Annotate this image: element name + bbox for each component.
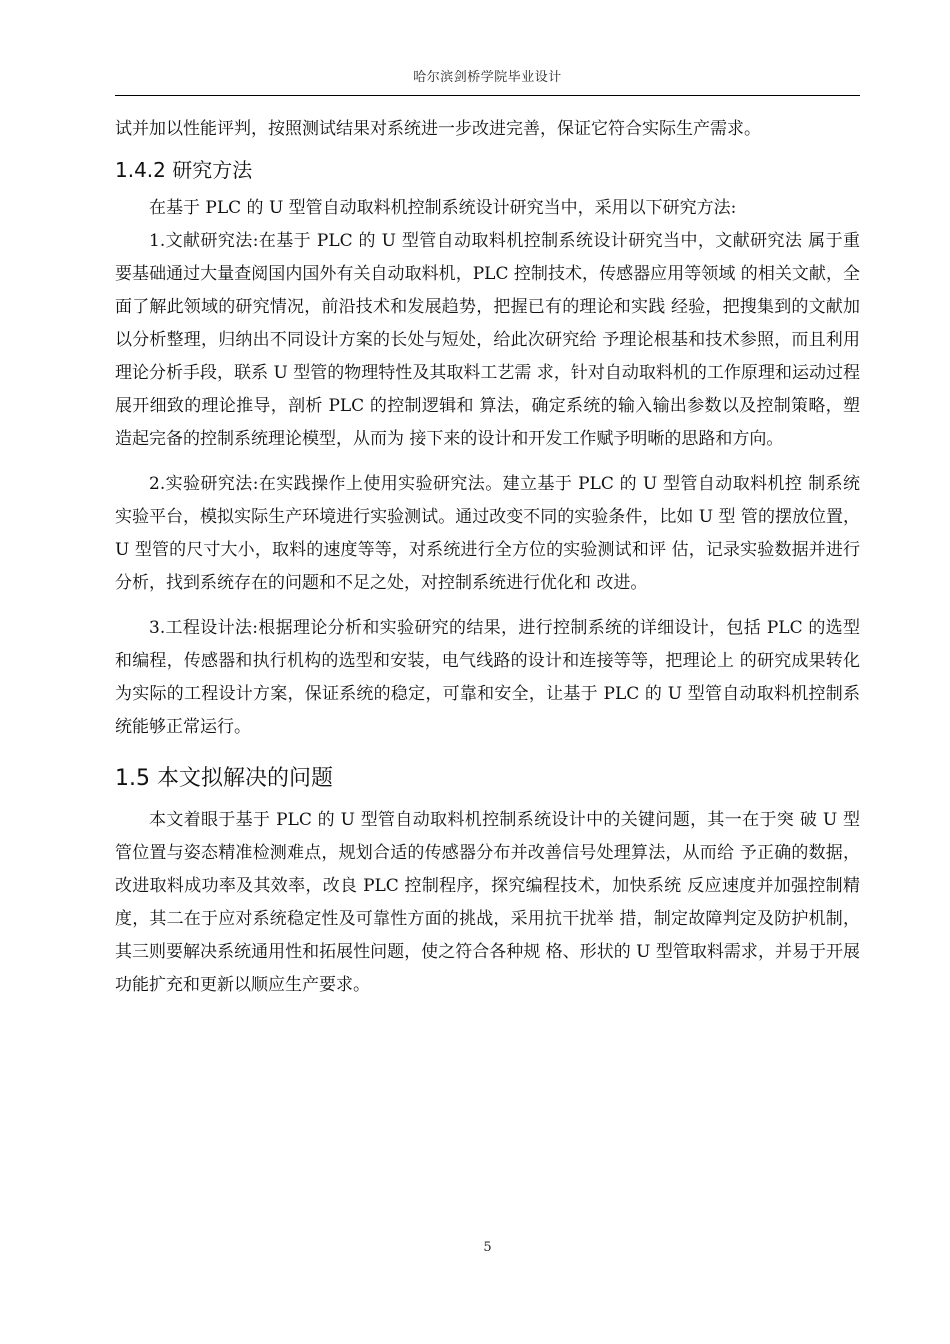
page-header: 哈尔滨剑桥学院毕业设计: [413, 70, 562, 85]
method-literature-research: 1.文献研究法:在基于 PLC 的 U 型管自动取料机控制系统设计研究当中，文献研究法 属于重要基础通过大量查阅国内国外有关自动取料机，PLC 控制技术，传感器应用等领域 的相关文献，全面了解此领域的研究情况，前沿技术和发展趋势，把握已有的理论和实践 经验，把搜集到的文献加以分析整理，归纳出不同设计方案的长处与短处，给此次研究给 予理论根基和技术参照，而且利用理论分析手段，联系 U 型管的物理特性及其取料工艺需 求，针对自动取料机的工作原理和运动过程展开细致的理论推导，剖析 PLC 的控制逻辑和 算法，确定系统的输入输出参数以及控制策略，塑造起完备的控制系统理论模型，从而为 接下来的设计和开发工作赋予明晰的思路和方向。: [115, 231, 860, 449]
method-engineering-design: 3.工程设计法:根据理论分析和实验研究的结果，进行控制系统的详细设计，包括 PLC 的选型和编程，传感器和执行机构的选型和安装，电气线路的设计和连接等等，把理论上 的研究成果转化为实际的工程设计方案，保证系统的稳定，可靠和安全，让基于 PLC 的 U 型管自动取料机控制系统能够正常运行。: [115, 618, 860, 737]
methods-intro: 在基于 PLC 的 U 型管自动取料机控制系统设计研究当中，采用以下研究方法:: [149, 198, 737, 218]
continued-paragraph: 试并加以性能评判，按照测试结果对系统进一步改进完善，保证它符合实际生产需求。: [115, 119, 761, 139]
method-experimental-research: 2.实验研究法:在实践操作上使用实验研究法。建立基于 PLC 的 U 型管自动取料机控 制系统实验平台，模拟实际生产环境进行实验测试。通过改变不同的实验条件，比如 U 型 管的摆放位置，U 型管的尺寸大小，取料的速度等等，对系统进行全方位的实验测试和评 估，记录实验数据并进行分析，找到系统存在的问题和不足之处，对控制系统进行优化和 改进。: [115, 474, 860, 593]
section-heading: 1.5 本文拟解决的问题: [115, 766, 333, 791]
subsection-heading: 1.4.2 研究方法: [115, 158, 253, 182]
header-divider: [115, 95, 860, 96]
page-number: 5: [483, 1240, 492, 1255]
problems-paragraph: 本文着眼于基于 PLC 的 U 型管自动取料机控制系统设计中的关键问题，其一在于突 破 U 型管位置与姿态精准检测难点，规划合适的传感器分布并改善信号处理算法，从而给 予正确的数据，改进取料成功率及其效率，改良 PLC 控制程序，探究编程技术，加快系统 反应速度并加强控制精度，其二在于应对系统稳定性及可靠性方面的挑战，采用抗干扰举 措，制定故障判定及防护机制，其三则要解决系统通用性和拓展性问题，使之符合各种规 格、形状的 U 型管取料需求，并易于开展功能扩充和更新以顺应生产要求。: [115, 810, 860, 995]
document-body: [115, 113, 860, 1002]
